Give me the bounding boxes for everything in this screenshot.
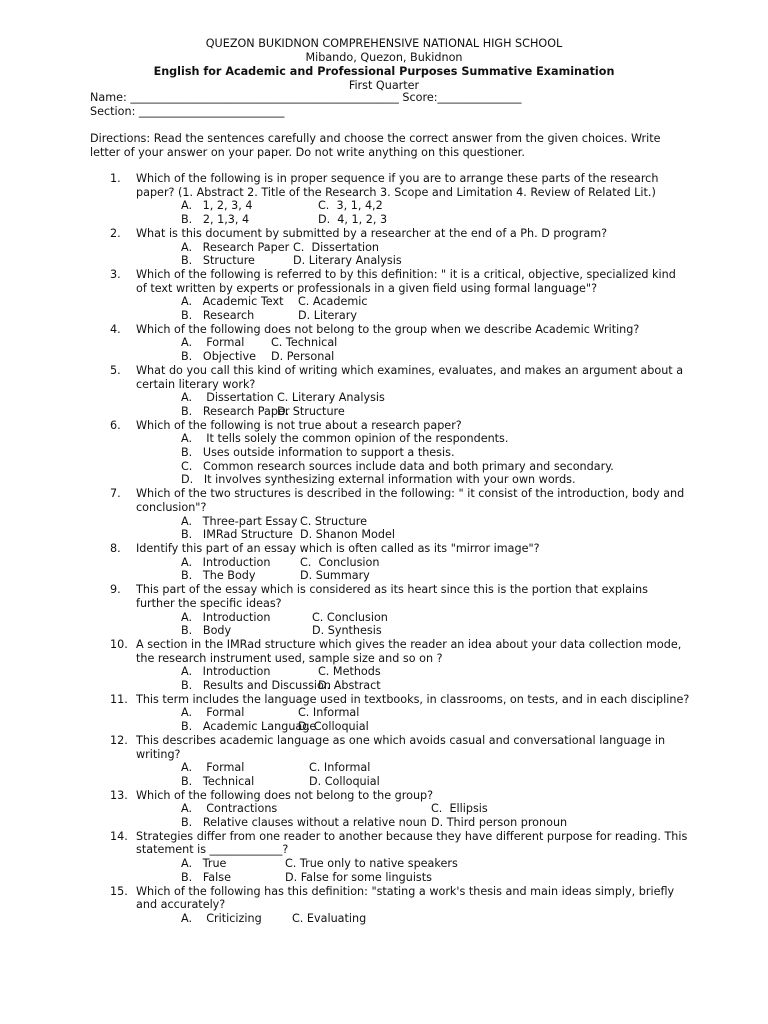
choice-row — [110, 720, 690, 734]
answer-choice: D. Colloquial — [298, 720, 369, 734]
choice-row — [110, 336, 690, 350]
answer-choice: A. Research Paper — [181, 240, 290, 254]
choice-row — [110, 556, 690, 570]
answer-choice: B. Results and Discussion — [181, 679, 331, 693]
answer-choice: D. False for some linguists — [285, 870, 432, 884]
question-text: This describes academic language as one which avoids casual and conversational language in writing? — [136, 733, 666, 761]
score-field: Score:_______________ — [402, 91, 522, 104]
question-number: 2. — [110, 226, 121, 240]
answer-choice: C. Structure — [300, 514, 367, 528]
choice-row — [110, 460, 690, 474]
question-number: 3. — [110, 267, 121, 281]
question-number: 13. — [110, 788, 128, 802]
answer-choice: B. Uses outside information to support a thesis. — [181, 446, 455, 460]
answer-choice: C. 3, 1, 4,2 — [318, 199, 383, 213]
answer-choice: C. Common research sources include data and both primary and secondary. — [181, 459, 614, 473]
answer-choice: C. Evaluating — [292, 911, 367, 925]
question-number: 5. — [110, 363, 121, 377]
choice-row — [110, 391, 690, 405]
answer-choice: C. Informal — [309, 761, 371, 775]
answer-choice: A. Dissertation — [181, 391, 274, 405]
answer-choice: D. Colloquial — [309, 774, 380, 788]
question-number: 9. — [110, 583, 121, 597]
choice-row — [110, 761, 690, 775]
answer-choice: A. Formal — [181, 706, 245, 720]
answer-choice: A. Contractions — [181, 802, 278, 816]
answer-choice: A. Introduction — [181, 665, 271, 679]
answer-choice: B. Research Paper — [181, 404, 290, 418]
answer-choice: D. Literary — [298, 309, 358, 323]
answer-choice: A. 1, 2, 3, 4 — [181, 199, 253, 213]
choice-row — [110, 405, 690, 419]
answer-choice: B. The Body — [181, 569, 256, 583]
answer-choice: D. Third person pronoun — [431, 816, 568, 830]
answer-choice: C. Literary Analysis — [277, 391, 385, 405]
answer-choice: D. Personal — [271, 350, 335, 364]
answer-choice: D. Synthesis — [312, 624, 382, 638]
question-number: 11. — [110, 692, 128, 706]
exam-header — [0, 37, 768, 93]
question-item — [110, 227, 690, 268]
choice-row — [110, 775, 690, 789]
answer-choice: B. Academic Language — [181, 720, 317, 734]
choice-row — [110, 706, 690, 720]
answer-choice: C. Academic — [298, 295, 368, 309]
question-item — [110, 542, 690, 583]
answer-choice: D. Literary Analysis — [293, 254, 402, 268]
quarter-label: First Quarter — [348, 79, 420, 92]
choice-row — [110, 254, 690, 268]
answer-choice: A. Formal — [181, 336, 245, 350]
choice-row — [110, 213, 690, 227]
question-text: Strategies differ from one reader to another because they have different purpose for reading. This statement is _____________? — [136, 829, 688, 857]
choice-row — [110, 309, 690, 323]
question-text: A section in the IMRad structure which gives the reader an idea about your data collection mode, the research instrument used, sample size and so on ? — [136, 637, 682, 665]
name-field: Name: ________________________________________________ — [90, 91, 399, 104]
question-item — [110, 583, 690, 638]
question-item — [110, 693, 690, 734]
answer-choice: A. Academic Text — [181, 295, 284, 309]
answer-choice: A. Three-part Essay — [181, 514, 298, 528]
answer-choice: B. False — [181, 870, 231, 884]
question-number: 7. — [110, 487, 121, 501]
question-item — [110, 734, 690, 789]
answer-choice: A. Formal — [181, 761, 245, 775]
question-number: 1. — [110, 172, 121, 185]
choice-row — [110, 679, 690, 693]
question-number: 10. — [110, 637, 128, 651]
question-text: Which of the following is referred to by this definition: " it is a critical, objective, specialized kind of text written by experts or professionals in a given field using formal language"? — [136, 267, 676, 295]
answer-choice: C. Ellipsis — [431, 802, 488, 816]
answer-choice: C. Conclusion — [300, 555, 380, 569]
answer-choice: D. Summary — [300, 569, 370, 583]
question-text: Which of the two structures is described in the following: " it consist of the introduction, body and conclusion"? — [136, 487, 685, 514]
question-text: Which of the following does not belong to the group when we describe Academic Writing? — [136, 322, 640, 336]
question-text: What is this document by submitted by a researcher at the end of a Ph. D program? — [136, 226, 608, 240]
answer-choice: A. It tells solely the common opinion of the respondents. — [181, 432, 509, 446]
section-field: Section: __________________________ — [90, 105, 285, 118]
answer-choice: D. It involves synthesizing external information with your own words. — [181, 473, 576, 487]
question-text: Which of the following does not belong to the group? — [136, 788, 434, 802]
question-text: Which of the following has this definition: "stating a work's thesis and main ideas simply, briefly and accurately? — [136, 884, 675, 912]
choice-row — [110, 816, 690, 830]
choice-row — [110, 624, 690, 638]
school-address: Mibando, Quezon, Bukidnon — [305, 51, 463, 64]
question-item — [110, 487, 690, 542]
choice-row — [110, 569, 690, 583]
choice-row — [110, 295, 690, 309]
question-text: Which of the following is in proper sequence if you are to arrange these parts of the research paper? (1. Abstract 2. Title of the Research 3. Scope and Limitation 4. Review of Related Lit.) — [136, 172, 659, 199]
answer-choice: B. Structure — [181, 254, 255, 268]
question-number: 15. — [110, 884, 128, 898]
choice-row — [110, 912, 690, 926]
answer-choice: A. Criticizing — [181, 911, 262, 925]
answer-choice: A. Introduction — [181, 610, 271, 624]
answer-choice: B. Technical — [181, 774, 255, 788]
question-list — [110, 172, 690, 926]
school-name: QUEZON BUKIDNON COMPREHENSIVE NATIONAL HIGH SCHOOL — [205, 37, 563, 50]
question-item — [110, 638, 690, 693]
choice-row — [110, 241, 690, 255]
answer-choice: B. Relative clauses without a relative noun — [181, 816, 427, 830]
choice-row — [110, 802, 690, 816]
exam-title: English for Academic and Professional Purposes Summative Examination — [153, 65, 615, 78]
choice-row — [110, 432, 690, 446]
choice-row — [110, 515, 690, 529]
choice-row — [110, 199, 690, 213]
answer-choice: B. Objective — [181, 350, 256, 364]
question-item — [110, 172, 690, 227]
question-text: Which of the following is not true about a research paper? — [136, 418, 462, 432]
name-score-line — [90, 91, 521, 105]
choice-row — [110, 611, 690, 625]
question-item — [110, 885, 690, 926]
answer-choice: B. IMRad Structure — [181, 528, 293, 542]
question-number: 12. — [110, 733, 128, 747]
choice-row — [110, 857, 690, 871]
answer-choice: D. Shanon Model — [300, 528, 395, 542]
choice-row — [110, 446, 690, 460]
answer-choice: C. Informal — [298, 706, 360, 720]
student-fields — [90, 91, 521, 119]
choice-row — [110, 473, 690, 487]
answer-choice: D. 4, 1, 2, 3 — [318, 213, 388, 227]
answer-choice: A. Introduction — [181, 555, 271, 569]
question-item — [110, 268, 690, 323]
answer-choice: C. Methods — [318, 665, 381, 679]
choice-row — [110, 665, 690, 679]
question-number: 6. — [110, 418, 121, 432]
answer-choice: C. Conclusion — [312, 610, 388, 624]
answer-choice: C. Dissertation — [293, 240, 380, 254]
answer-choice: A. True — [181, 857, 227, 871]
question-text: What do you call this kind of writing which examines, evaluates, and makes an argument about a certain literary work? — [136, 363, 684, 391]
question-item — [110, 830, 690, 885]
question-text: Identify this part of an essay which is often called as its "mirror image"? — [136, 541, 540, 555]
question-item — [110, 364, 690, 419]
answer-choice: D. Abstract — [318, 679, 381, 693]
answer-choice: B. 2, 1,3, 4 — [181, 213, 250, 227]
answer-choice: B. Research — [181, 309, 255, 323]
answer-choice: D. Structure — [277, 404, 345, 418]
choice-row — [110, 871, 690, 885]
answer-choice: C. True only to native speakers — [285, 857, 458, 871]
question-number: 4. — [110, 322, 121, 336]
question-item — [110, 419, 690, 488]
question-text: This term includes the language used in textbooks, in classrooms, on tests, and in each discipline? — [136, 692, 690, 706]
question-item — [110, 789, 690, 830]
question-number: 8. — [110, 541, 121, 555]
question-number: 14. — [110, 829, 128, 843]
answer-choice: B. Body — [181, 624, 232, 638]
question-item — [110, 323, 690, 364]
directions: Directions: Read the sentences carefully and choose the correct answer from the given choices. Write letter of your answer on your paper. Do not write anything on this questioner. — [90, 132, 661, 159]
question-text: This part of the essay which is considered as its heart since this is the portion that explains further the specific ideas? — [136, 583, 648, 610]
choice-row — [110, 528, 690, 542]
answer-choice: C. Technical — [271, 336, 338, 350]
choice-row — [110, 350, 690, 364]
